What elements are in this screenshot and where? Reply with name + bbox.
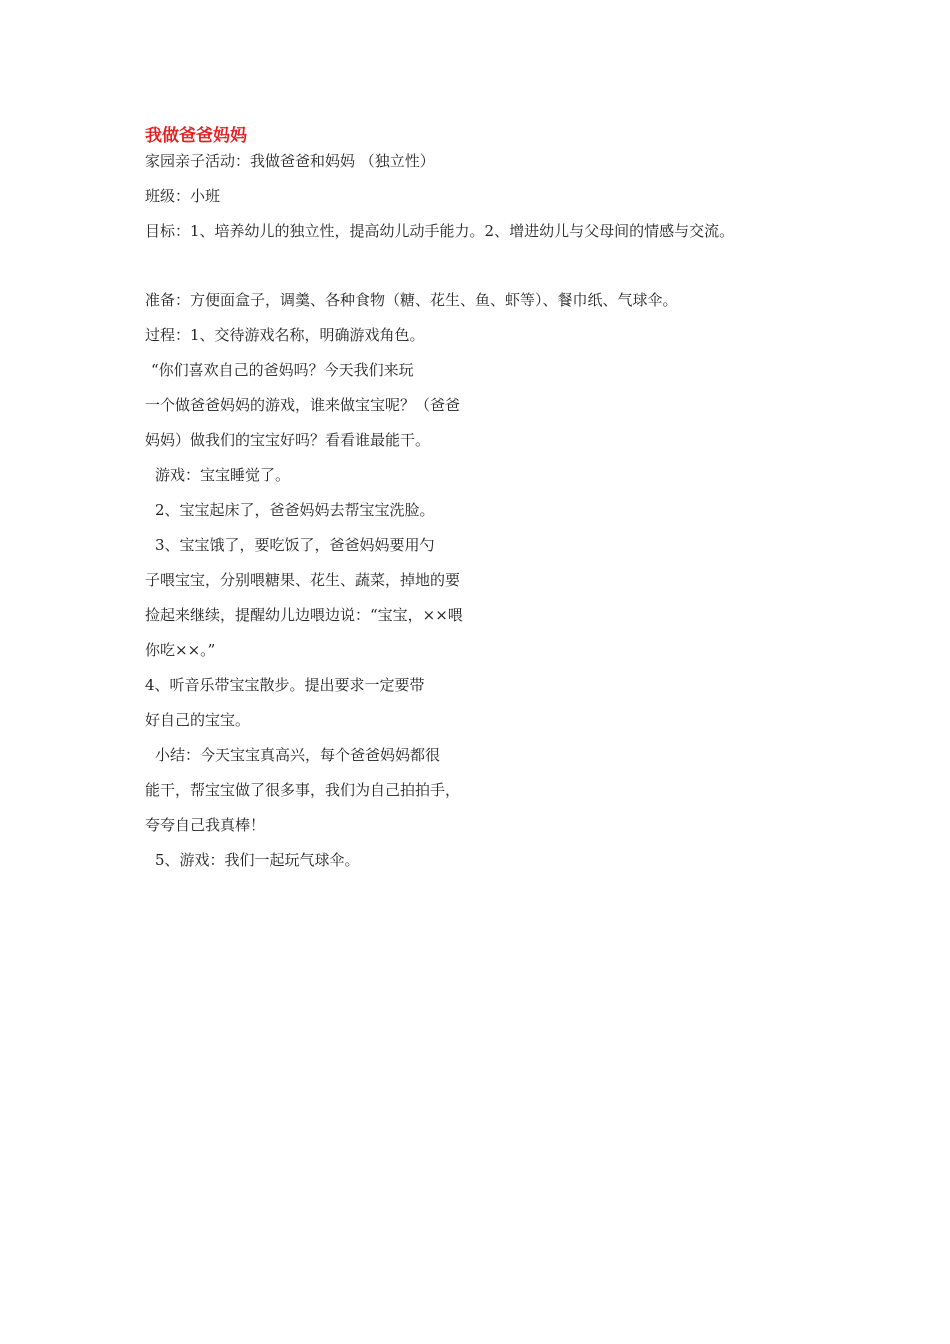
paragraph-line: 4、听音乐带宝宝散步。提出要求一定要带 <box>145 676 425 694</box>
paragraph-line: 5、游戏：我们一起玩气球伞。 <box>155 851 360 869</box>
paragraph-line: 3、宝宝饿了，要吃饭了，爸爸妈妈要用勺 <box>155 536 435 554</box>
blank-line <box>145 255 845 289</box>
activity-line: 家园亲子活动：我做爸爸和妈妈 （独立性） <box>145 152 435 170</box>
process-line: 过程：1、交待游戏名称，明确游戏角色。 <box>145 326 425 344</box>
paragraph-line: 能干，帮宝宝做了很多事，我们为自己拍拍手， <box>145 781 461 799</box>
paragraph-line: 好自己的宝宝。 <box>145 711 251 729</box>
paragraph-line: 2、宝宝起床了，爸爸妈妈去帮宝宝洗脸。 <box>155 501 435 519</box>
document-body <box>145 122 845 884</box>
paragraph-line: 小结：今天宝宝真高兴，每个爸爸妈妈都很 <box>155 746 441 764</box>
paragraph-line: 夸夸自己我真棒！ <box>145 816 266 834</box>
paragraph-line: “你们喜欢自己的爸妈吗？今天我们来玩 <box>151 361 414 379</box>
preparation-line: 准备：方便面盒子，调羹、各种食物（糖、花生、鱼、虾等）、餐巾纸、气球伞。 <box>145 291 678 309</box>
paragraph-line: 你吃××。” <box>145 641 216 659</box>
paragraph-line: 一个做爸爸妈妈的游戏，谁来做宝宝呢？（爸爸 <box>145 396 461 414</box>
goal-line: 目标：1、培养幼儿的独立性，提高幼儿动手能力。2、增进幼儿与父母间的情感与交流。 <box>145 222 735 240</box>
paragraph-line: 妈妈）做我们的宝宝好吗？看看谁最能干。 <box>145 431 431 449</box>
paragraph-line: 子喂宝宝，分别喂糖果、花生、蔬菜，掉地的要 <box>145 571 461 589</box>
class-line: 班级：小班 <box>145 187 221 205</box>
paragraph-line: 捡起来继续，提醒幼儿边喂边说：“宝宝，××喂 <box>145 606 463 624</box>
document-title: 我做爸爸妈妈 <box>145 126 247 146</box>
paragraph-line: 游戏：宝宝睡觉了。 <box>155 466 291 484</box>
